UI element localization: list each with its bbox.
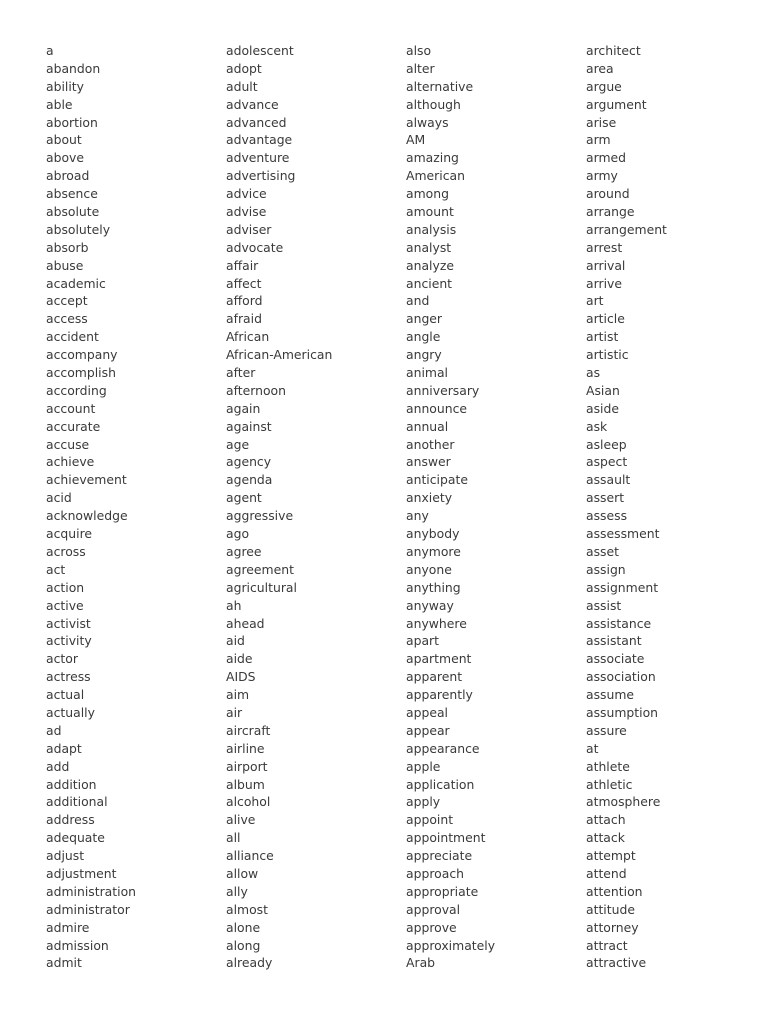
word-list-item: angle bbox=[406, 329, 441, 345]
word-list-item: AM bbox=[406, 132, 426, 148]
word-list-item: adjustment bbox=[46, 865, 117, 881]
word-list-item: agency bbox=[226, 454, 272, 470]
word-list-item: approve bbox=[406, 919, 457, 935]
word-list-item: adviser bbox=[226, 221, 272, 237]
word-list-item: afternoon bbox=[226, 382, 286, 398]
word-list-item: approval bbox=[406, 901, 461, 917]
word-list-item: advice bbox=[226, 186, 267, 202]
word-list-item: aid bbox=[226, 633, 245, 649]
word-list-item: athletic bbox=[586, 776, 633, 792]
word-list-item: armed bbox=[586, 150, 627, 166]
word-list-item: assistance bbox=[586, 615, 652, 631]
word-list-item: attractive bbox=[586, 955, 647, 971]
word-list-item: attract bbox=[586, 937, 628, 953]
word-list-item: arrival bbox=[586, 257, 626, 273]
word-list-item: Asian bbox=[586, 382, 620, 398]
word-list-item: assignment bbox=[586, 579, 659, 595]
word-list-item: anyway bbox=[406, 597, 454, 613]
word-list-item: accuse bbox=[46, 436, 90, 452]
word-list-item: atmosphere bbox=[586, 794, 661, 810]
word-list-item: assert bbox=[586, 490, 625, 506]
word-list-item: answer bbox=[406, 454, 451, 470]
word-list-item: additional bbox=[46, 794, 108, 810]
word-list-item: appropriate bbox=[406, 883, 479, 899]
word-list-item: arrangement bbox=[586, 221, 667, 237]
word-list-item: appointment bbox=[406, 830, 486, 846]
word-list-item: article bbox=[586, 311, 625, 327]
word-list-item: animal bbox=[406, 365, 448, 381]
word-list-item: administration bbox=[46, 883, 137, 899]
word-list-item: advertising bbox=[226, 168, 296, 184]
word-list-item: assure bbox=[586, 722, 627, 738]
word-list-item: alter bbox=[406, 60, 435, 76]
word-list-item: afford bbox=[226, 293, 263, 309]
word-list-item: above bbox=[46, 150, 84, 166]
word-list-item: along bbox=[226, 937, 261, 953]
word-list-item: amount bbox=[406, 204, 454, 220]
word-list-item: airline bbox=[226, 740, 265, 756]
word-list-item: access bbox=[46, 311, 88, 327]
word-list-item: advise bbox=[226, 204, 267, 220]
word-list-item: abroad bbox=[46, 168, 90, 184]
word-list-item: anniversary bbox=[406, 382, 480, 398]
word-list-item: academic bbox=[46, 275, 106, 291]
word-list-item: artistic bbox=[586, 347, 629, 363]
word-list-item: Arab bbox=[406, 955, 436, 971]
word-list-item: ahead bbox=[226, 615, 265, 631]
word-column-2 bbox=[226, 42, 406, 982]
word-list-item: apparently bbox=[406, 687, 473, 703]
word-list-item: agent bbox=[226, 490, 262, 506]
word-list-item: area bbox=[586, 60, 614, 76]
word-list-item: attack bbox=[586, 830, 625, 846]
word-list-item: argument bbox=[586, 96, 647, 112]
word-list-item: acquire bbox=[46, 526, 93, 542]
word-list-item: alliance bbox=[226, 848, 274, 864]
word-list-item: adult bbox=[226, 78, 258, 94]
word-list-item: art bbox=[586, 293, 604, 309]
word-list-item: agricultural bbox=[226, 579, 297, 595]
word-list-item: abortion bbox=[46, 114, 98, 130]
word-list-item: association bbox=[586, 669, 656, 685]
word-list-item: aim bbox=[226, 687, 250, 703]
word-list-item: acid bbox=[46, 490, 72, 506]
word-list-item: act bbox=[46, 561, 66, 577]
word-list-item: anyone bbox=[406, 561, 452, 577]
word-column-4 bbox=[586, 42, 766, 982]
word-list-item: appeal bbox=[406, 704, 448, 720]
word-list-item: American bbox=[406, 168, 465, 184]
word-list-item: assign bbox=[586, 561, 626, 577]
word-list-item: absolute bbox=[46, 204, 100, 220]
word-list-item: according bbox=[46, 382, 107, 398]
word-list-item: associate bbox=[586, 651, 645, 667]
word-list-item: ability bbox=[46, 78, 84, 94]
word-list-item: advantage bbox=[226, 132, 293, 148]
word-list-item: all bbox=[226, 830, 241, 846]
word-list-item: at bbox=[586, 740, 599, 756]
word-list-item: arm bbox=[586, 132, 611, 148]
word-list-item: asset bbox=[586, 543, 619, 559]
word-list-item: actor bbox=[46, 651, 78, 667]
word-list-item: absence bbox=[46, 186, 98, 202]
word-list-item: assist bbox=[586, 597, 622, 613]
word-list-item: attorney bbox=[586, 919, 639, 935]
word-list-item: appearance bbox=[406, 740, 480, 756]
word-list-item: afraid bbox=[226, 311, 262, 327]
word-list-item: affect bbox=[226, 275, 262, 291]
word-list-item: appreciate bbox=[406, 848, 473, 864]
word-list-item: any bbox=[406, 508, 429, 524]
word-list-item: aircraft bbox=[226, 722, 271, 738]
word-list-item: adjust bbox=[46, 848, 85, 864]
word-list-item: activity bbox=[46, 633, 92, 649]
word-list-item: album bbox=[226, 776, 265, 792]
word-list-item: address bbox=[46, 812, 95, 828]
word-list-item: acknowledge bbox=[46, 508, 128, 524]
word-list-item: administrator bbox=[46, 901, 130, 917]
word-list-item: amazing bbox=[406, 150, 459, 166]
word-list-item: agenda bbox=[226, 472, 273, 488]
word-list-item: abuse bbox=[46, 257, 84, 273]
word-list-item: ah bbox=[226, 597, 242, 613]
word-list-item: accept bbox=[46, 293, 88, 309]
word-list-item: admission bbox=[46, 937, 109, 953]
word-list-item: analyze bbox=[406, 257, 454, 273]
word-list-item: abandon bbox=[46, 60, 101, 76]
word-list-item: another bbox=[406, 436, 455, 452]
word-list-item: ally bbox=[226, 883, 248, 899]
word-list-item: arrive bbox=[586, 275, 622, 291]
word-list-item: admire bbox=[46, 919, 90, 935]
word-list-item: apply bbox=[406, 794, 441, 810]
word-list-item: appoint bbox=[406, 812, 454, 828]
word-list-item: apple bbox=[406, 758, 441, 774]
word-list-item: AIDS bbox=[226, 669, 256, 685]
word-list-item: assault bbox=[586, 472, 631, 488]
word-list-item: already bbox=[226, 955, 273, 971]
word-list-item: activist bbox=[46, 615, 91, 631]
word-list-item: assumption bbox=[586, 704, 659, 720]
word-list-item: anger bbox=[406, 311, 443, 327]
word-list-item: active bbox=[46, 597, 84, 613]
word-list-item: agree bbox=[226, 543, 262, 559]
word-list-item: assess bbox=[586, 508, 628, 524]
word-list-item: anywhere bbox=[406, 615, 467, 631]
word-list-item: addition bbox=[46, 776, 97, 792]
word-list-item: ask bbox=[586, 418, 608, 434]
word-list-item: add bbox=[46, 758, 70, 774]
word-list-item: aside bbox=[586, 400, 619, 416]
word-list-item: adventure bbox=[226, 150, 290, 166]
word-list-item: apart bbox=[406, 633, 440, 649]
word-list-item: actual bbox=[46, 687, 85, 703]
word-list-item: attitude bbox=[586, 901, 635, 917]
word-list-item: against bbox=[226, 418, 272, 434]
word-list-item: artist bbox=[586, 329, 619, 345]
word-list-item: anxiety bbox=[406, 490, 453, 506]
word-list-item: approximately bbox=[406, 937, 496, 953]
word-list-item: aggressive bbox=[226, 508, 294, 524]
word-list-item: almost bbox=[226, 901, 268, 917]
word-list-item: anymore bbox=[406, 543, 461, 559]
word-list-item: adopt bbox=[226, 60, 262, 76]
word-list-item: attend bbox=[586, 865, 627, 881]
word-list-item: adapt bbox=[46, 740, 82, 756]
word-list-item: as bbox=[586, 365, 601, 381]
word-list-item: apparent bbox=[406, 669, 463, 685]
word-list-item: application bbox=[406, 776, 475, 792]
word-list-item: achievement bbox=[46, 472, 127, 488]
word-list-item: around bbox=[586, 186, 630, 202]
word-list-item: action bbox=[46, 579, 85, 595]
word-list-item: annual bbox=[406, 418, 449, 434]
word-list-item: arrest bbox=[586, 239, 623, 255]
word-list-item: ancient bbox=[406, 275, 453, 291]
word-list-item: accomplish bbox=[46, 365, 116, 381]
word-list-item: advance bbox=[226, 96, 279, 112]
word-list-item: accurate bbox=[46, 418, 101, 434]
word-list-item: accident bbox=[46, 329, 99, 345]
word-list-item: ad bbox=[46, 722, 62, 738]
word-list-item: attempt bbox=[586, 848, 636, 864]
word-list-item: architect bbox=[586, 43, 641, 58]
word-list-item: appear bbox=[406, 722, 450, 738]
word-list-item: assessment bbox=[586, 526, 660, 542]
word-list-item: allow bbox=[226, 865, 259, 881]
word-list-item: arise bbox=[586, 114, 617, 130]
word-list-item: actress bbox=[46, 669, 91, 685]
word-list-item: again bbox=[226, 400, 261, 416]
word-list-item: argue bbox=[586, 78, 622, 94]
word-list-item: army bbox=[586, 168, 618, 184]
word-list-item: after bbox=[226, 365, 256, 381]
word-list-item: admit bbox=[46, 955, 82, 971]
word-list-item: achieve bbox=[46, 454, 95, 470]
word-list-item: approach bbox=[406, 865, 464, 881]
word-list-item: African bbox=[226, 329, 270, 345]
word-list-item: ago bbox=[226, 526, 250, 542]
word-list-item: among bbox=[406, 186, 449, 202]
word-list-item: announce bbox=[406, 400, 468, 416]
word-list-item: a bbox=[46, 43, 54, 58]
word-list-item: age bbox=[226, 436, 250, 452]
word-column-1 bbox=[46, 42, 226, 982]
word-list-item: advocate bbox=[226, 239, 284, 255]
word-list-item: always bbox=[406, 114, 449, 130]
word-list-item: apartment bbox=[406, 651, 472, 667]
word-list-item: adequate bbox=[46, 830, 105, 846]
word-list-item: analysis bbox=[406, 221, 457, 237]
word-list-item: absorb bbox=[46, 239, 89, 255]
word-list-item: alternative bbox=[406, 78, 474, 94]
word-list-item: air bbox=[226, 704, 243, 720]
word-list-item: accompany bbox=[46, 347, 118, 363]
word-list-item: assume bbox=[586, 687, 635, 703]
word-list-item: advanced bbox=[226, 114, 287, 130]
word-list-item: agreement bbox=[226, 561, 294, 577]
word-list-item: arrange bbox=[586, 204, 635, 220]
word-list-item: anything bbox=[406, 579, 461, 595]
word-list-item: about bbox=[46, 132, 82, 148]
word-list-item: anybody bbox=[406, 526, 460, 542]
word-list-page bbox=[46, 42, 746, 982]
word-list-item: although bbox=[406, 96, 461, 112]
word-list-item: across bbox=[46, 543, 86, 559]
word-list-item: also bbox=[406, 43, 432, 58]
word-list-item: alive bbox=[226, 812, 256, 828]
word-list-item: anticipate bbox=[406, 472, 468, 488]
word-list-item: absolutely bbox=[46, 221, 111, 237]
word-list-item: athlete bbox=[586, 758, 630, 774]
word-column-3 bbox=[406, 42, 586, 982]
word-list-item: attention bbox=[586, 883, 643, 899]
word-list-item: airport bbox=[226, 758, 268, 774]
word-list-item: affair bbox=[226, 257, 259, 273]
word-list-item: account bbox=[46, 400, 96, 416]
word-list-item: actually bbox=[46, 704, 95, 720]
word-list-item: assistant bbox=[586, 633, 642, 649]
word-list-item: and bbox=[406, 293, 430, 309]
word-list-item: asleep bbox=[586, 436, 627, 452]
word-list-item: adolescent bbox=[226, 43, 294, 58]
word-list-item: African-American bbox=[226, 347, 333, 363]
word-list-item: analyst bbox=[406, 239, 452, 255]
word-list-item: aspect bbox=[586, 454, 628, 470]
word-list-item: alcohol bbox=[226, 794, 271, 810]
word-list-item: alone bbox=[226, 919, 261, 935]
word-list-item: aide bbox=[226, 651, 253, 667]
word-list-item: angry bbox=[406, 347, 442, 363]
word-list-item: attach bbox=[586, 812, 626, 828]
word-list-item: able bbox=[46, 96, 73, 112]
